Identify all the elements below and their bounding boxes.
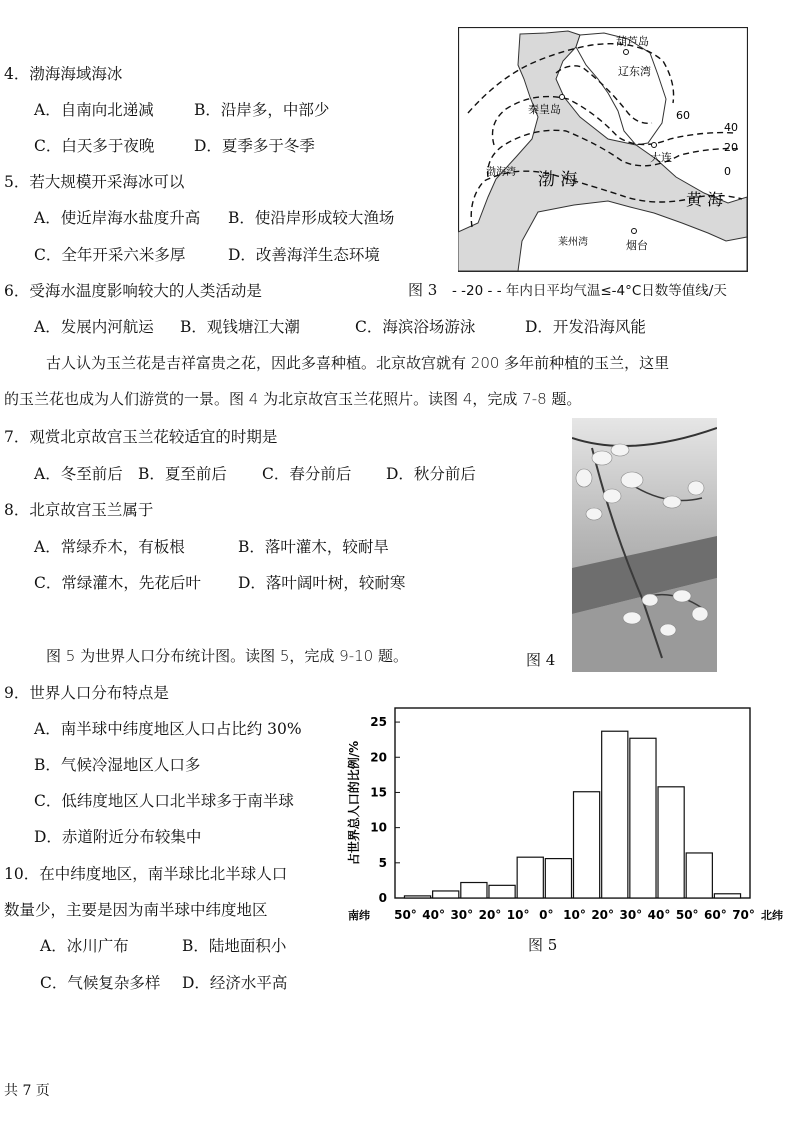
bar-10	[686, 853, 712, 898]
xtick-label-3: 20°	[478, 908, 502, 922]
xtick-label-11: 60°	[704, 908, 727, 922]
bar-8	[630, 738, 656, 898]
bar-6	[574, 792, 600, 898]
fig3-legend	[452, 279, 727, 299]
label-huludao: 葫芦岛	[616, 35, 649, 48]
q4-option-c: C．白天多于夜晚	[34, 137, 155, 155]
legend-text: 年内日平均气温≤-4°C日数等值线/天	[505, 283, 727, 299]
q5-option-d: D．改善海洋生态环境	[228, 246, 380, 264]
q9-option-d: D．赤道附近分布较集中	[34, 828, 202, 846]
bar-3	[489, 885, 515, 898]
q9-stem: 9．世界人口分布特点是	[4, 684, 169, 702]
page-footer: 共 7 页	[4, 1083, 50, 1099]
q6-option-b: B．观钱塘江大潮	[180, 318, 300, 336]
bar-9	[658, 787, 684, 898]
xtick-label-1: 40°	[422, 908, 445, 922]
q6-option-d: D．开发沿海风能	[525, 318, 646, 336]
bar-0	[404, 896, 430, 898]
q8-option-c: C．常绿灌木，先花后叶	[34, 574, 201, 592]
q10-stem-line2: 数量少，主要是因为南半球中纬度地区	[4, 901, 268, 919]
magnolia-photo	[572, 418, 717, 672]
x-left-label: 南纬	[348, 909, 370, 922]
q4-option-b: B．沿岸多，中部少	[194, 101, 330, 119]
bar-1	[433, 891, 459, 898]
label-dalian: 大连	[650, 151, 672, 164]
xtick-label-6: 10°	[563, 908, 586, 922]
q8-option-a: A．常绿乔木，有板根	[34, 538, 185, 556]
ytick-label-0: 0	[378, 891, 387, 905]
q9-option-b: B．气候冷湿地区人口多	[34, 756, 201, 774]
q6-option-c: C．海滨浴场游泳	[355, 318, 476, 336]
fig4-caption: 图 4	[526, 651, 556, 669]
q9-option-c: C．低纬度地区人口北半球多于南半球	[34, 792, 294, 810]
xtick-label-0: 50°	[394, 908, 417, 922]
q10-option-c: C．气候复杂多样	[40, 974, 161, 992]
q10-option-b: B．陆地面积小	[182, 937, 287, 955]
label-bohai: 渤 海	[538, 170, 578, 190]
q5-option-a: A．使近岸海水盐度升高	[34, 209, 201, 227]
q4-option-d: D．夏季多于冬季	[194, 137, 315, 155]
legend-sample-value: 20	[466, 283, 484, 299]
label-bohaiwan: 渤海湾	[486, 167, 516, 178]
q7-option-d: D．秋分前后	[386, 465, 476, 483]
xtick-label-4: 10°	[506, 908, 530, 922]
fig5-caption: 图 5	[528, 936, 558, 954]
q4-option-a: A．自南向北递减	[34, 101, 154, 119]
q5-option-b: B．使沿岸形成较大渔场	[228, 209, 395, 227]
population-chart	[340, 700, 790, 930]
intro-7-8-line1: 古人认为玉兰花是吉祥富贵之花，因此多喜种植。北京故宫就有 200 多年前种植的玉兰，这里	[46, 354, 670, 372]
xtick-label-12: 70°	[732, 908, 755, 922]
xtick-label-7: 20°	[591, 908, 615, 922]
bar-2	[461, 883, 487, 898]
ytick-label-1: 5	[378, 855, 387, 870]
legend-line-left: - -	[452, 283, 467, 299]
label-iso20: 20	[724, 141, 738, 154]
q7-option-b: B．夏至前后	[138, 465, 227, 483]
ytick-label-5: 25	[370, 715, 387, 730]
x-right-label: 北纬	[761, 909, 783, 922]
xtick-label-2: 30°	[450, 908, 474, 922]
bar-7	[602, 731, 628, 898]
bar-4	[517, 857, 543, 898]
q8-stem: 8．北京故宫玉兰属于	[4, 501, 154, 519]
xtick-label-5: 0°	[539, 908, 554, 922]
q8-option-b: B．落叶灌木，较耐旱	[238, 538, 389, 556]
bar-5	[545, 859, 571, 898]
ytick-label-2: 10	[370, 820, 387, 835]
q9-option-a: A．南半球中纬度地区人口占比约 30%	[34, 720, 302, 738]
ytick-label-4: 20	[370, 750, 387, 765]
label-laizhouwan: 莱州湾	[558, 237, 588, 248]
q7-option-c: C．春分前后	[262, 465, 352, 483]
bar-11	[714, 894, 740, 898]
y-axis-label: 占世界总人口的比例/%	[347, 740, 361, 866]
q5-stem: 5．若大规模开采海冰可以	[4, 173, 185, 191]
fig3-caption: 图 3	[408, 281, 438, 299]
label-yantai: 烟台	[626, 239, 648, 252]
q10-option-d: D．经济水平高	[182, 974, 288, 992]
intro-9-10: 图 5 为世界人口分布统计图。读图 5，完成 9-10 题。	[46, 647, 408, 665]
q8-option-d: D．落叶阔叶树，较耐寒	[238, 574, 406, 592]
label-huanghai: 黄 海	[686, 190, 724, 209]
q7-stem: 7．观赏北京故宫玉兰花较适宜的时期是	[4, 428, 278, 446]
legend-line-right: - -	[483, 283, 506, 299]
q6-stem: 6．受海水温度影响较大的人类活动是	[4, 282, 262, 300]
label-iso60: 60	[676, 109, 690, 122]
q5-option-c: C．全年开采六米多厚	[34, 246, 186, 264]
label-qinhuangdao: 秦皇岛	[528, 103, 561, 116]
q10-stem-line1: 10．在中纬度地区，南半球比北半球人口	[4, 865, 288, 883]
xtick-label-9: 40°	[647, 908, 671, 922]
xtick-label-10: 50°	[675, 908, 699, 922]
bohai-ice-map	[458, 27, 748, 272]
label-iso40: 40	[724, 121, 738, 134]
q4-stem: 4．渤海海域海冰	[4, 65, 123, 83]
q7-option-a: A．冬至前后	[34, 465, 123, 483]
label-liaodongwan: 辽东湾	[618, 65, 651, 78]
xtick-label-8: 30°	[619, 908, 643, 922]
ytick-label-3: 15	[370, 785, 387, 800]
q10-option-a: A．冰川广布	[40, 937, 129, 955]
q6-option-a: A．发展内河航运	[34, 318, 154, 336]
intro-7-8-line2: 的玉兰花也成为人们游赏的一景。图 4 为北京故宫玉兰花照片。读图 4，完成 7-8 题。	[4, 390, 582, 408]
label-iso0: 0	[724, 165, 731, 178]
